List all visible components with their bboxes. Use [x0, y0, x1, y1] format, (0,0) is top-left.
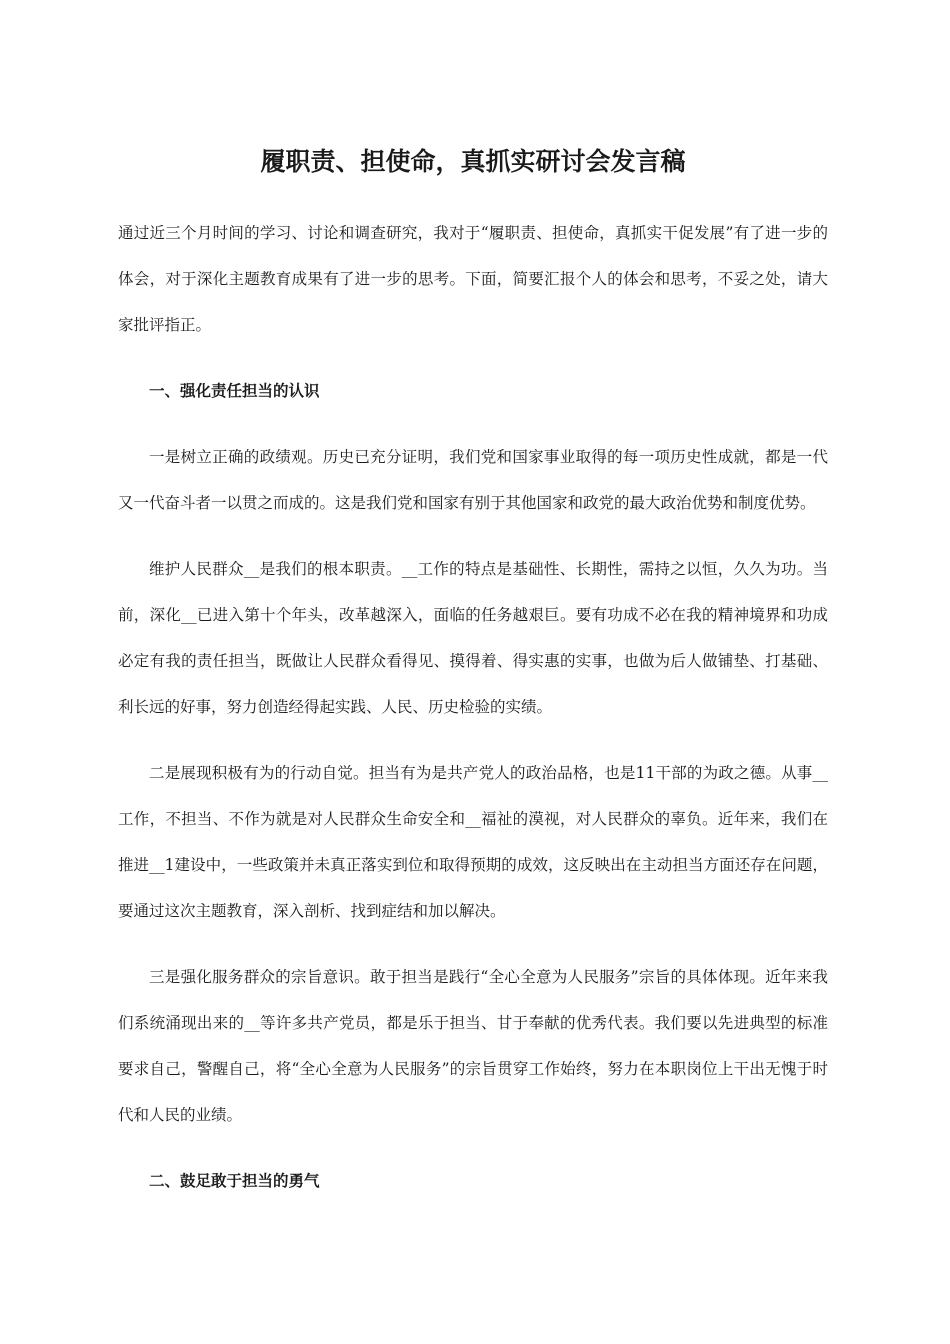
- spacer: [118, 414, 828, 434]
- document-title: 履职责、担使命，真抓实研讨会发言稿: [260, 147, 686, 176]
- spacer: [118, 182, 828, 210]
- spacer: [118, 730, 828, 750]
- body-paragraph-4: 三是强化服务群众的宗旨意识。敢于担当是践行“全心全意为人民服务”宗旨的具体体现。近年来我们系统涌现出来的__等许多共产党员，都是乐于担当、甘于奉献的优秀代表。我们要以先进典型的标准要求自己，警醒自己，将“全心全意为人民服务”的宗旨贯穿工作始终，努力在本职岗位上干出无愧于时代和人民的业绩。: [118, 968, 828, 1124]
- spacer: [118, 348, 828, 368]
- intro-paragraph: 通过近三个月时间的学习、讨论和调查研究，我对于“履职责、担使命，真抓实干促发展”有了进一步的体会，对于深化主题教育成果有了进一步的思考。下面，简要汇报个人的体会和思考，不妥之处，请大家批评指正。: [118, 224, 828, 334]
- section-heading-1: 一、强化责任担当的认识: [149, 382, 320, 400]
- body-paragraph-1: 一是树立正确的政绩观。历史已充分证明，我们党和国家事业取得的每一项历史性成就，都是一代又一代奋斗者一以贯之而成的。这是我们党和国家有别于其他国家和政党的最大政治优势和制度优势。: [118, 448, 828, 512]
- section-heading-2: 二、鼓足敢于担当的勇气: [149, 1172, 320, 1190]
- spacer: [118, 934, 828, 954]
- spacer: [118, 526, 828, 546]
- document-page: [118, 142, 828, 1204]
- body-paragraph-3: 二是展现积极有为的行动自觉。担当有为是共产党人的政治品格，也是11干部的为政之德。从事__工作，不担当、不作为就是对人民群众生命安全和__福祉的漠视，对人民群众的辜负。近年来，我们在推进__1建设中，一些政策并未真正落实到位和取得预期的成效，这反映出在主动担当方面还存在问题，要通过这次主题教育，深入剖析、找到症结和加以解决。: [118, 764, 828, 920]
- spacer: [118, 1138, 828, 1158]
- body-paragraph-2: 维护人民群众__是我们的根本职责。__工作的特点是基础性、长期性，需持之以恒，久久为功。当前，深化__已进入第十个年头，改革越深入，面临的任务越艰巨。要有功成不必在我的精神境界和功成必定有我的责任担当，既做让人民群众看得见、摸得着、得实惠的实事，也做为后人做铺垫、打基础、利长远的好事，努力创造经得起实践、人民、历史检验的实绩。: [118, 560, 828, 716]
